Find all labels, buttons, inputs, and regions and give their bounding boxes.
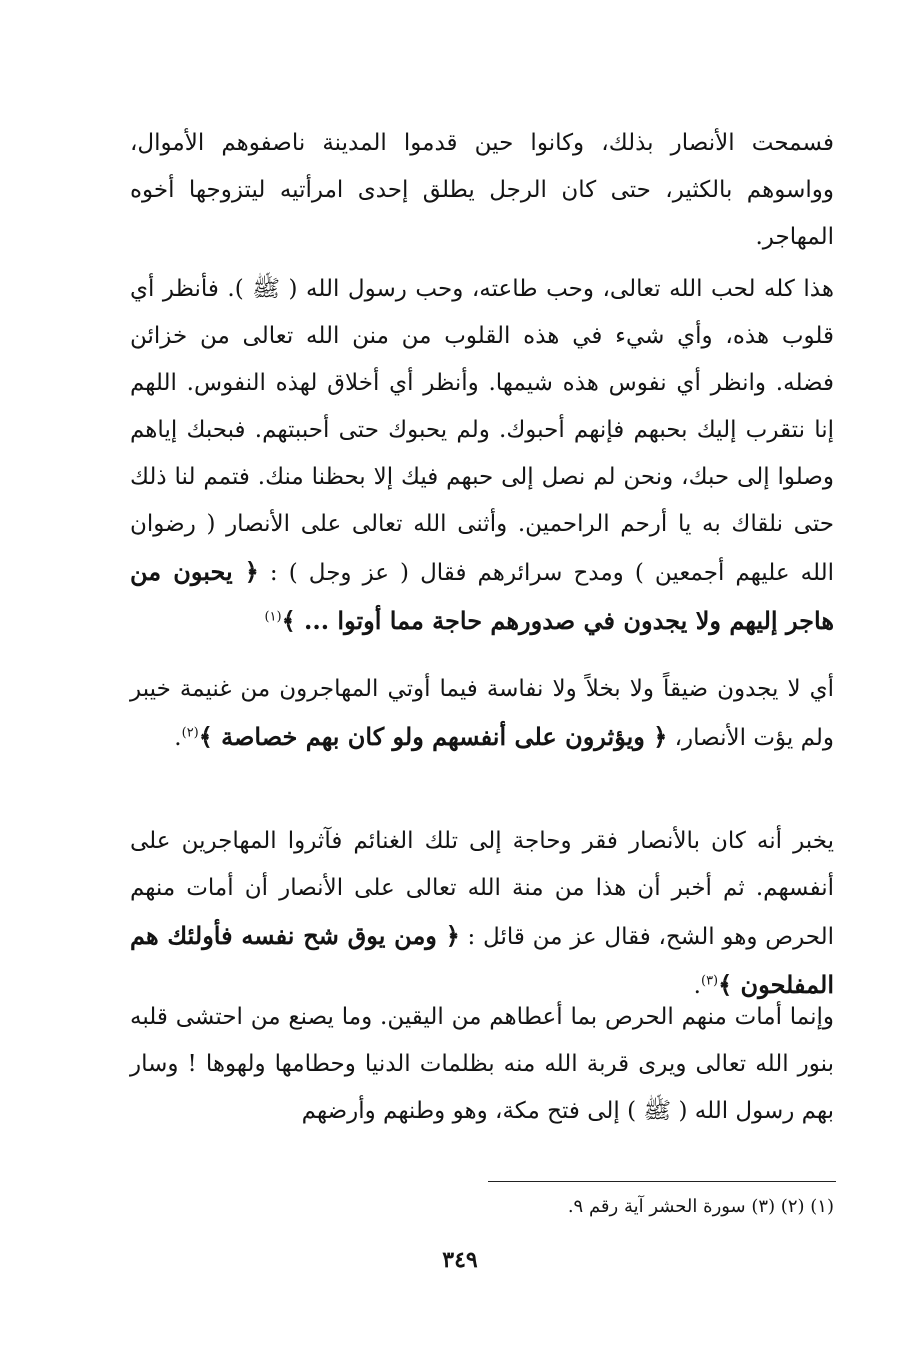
paragraph-3-end: . [174, 725, 182, 751]
footnote-ref-2: (٢) [181, 725, 199, 741]
paragraph-4-end: . [693, 973, 701, 999]
footnote-ref-3: (٣) [700, 973, 719, 989]
paragraph-2 [130, 266, 834, 646]
quran-quote-2: ﴿ ويؤثرون على أنفسهم ولو كان بهم خصاصة ﴾ [198, 722, 668, 751]
quran-quote-1: ﴿ يحبون من هاجر إليهم ولا يجدون في صدورهم حاجة مما أوتوا ... ﴾ [130, 557, 834, 635]
paragraph-4 [130, 818, 834, 1010]
paragraph-5: وإنما أمات منهم الحرص بما أعطاهم من اليقين. وما يصنع من احتشى قلبه بنور الله تعالى ويرى قربة الله منه بظلمات الدنيا وحطامها ولهوها ! وسار بهم رسول الله ( ﷺ ) إلى فتح مكة، وهو وطنهم وأرضهم [130, 1004, 834, 1124]
quran-quote-3: ﴿ ومن يوق شح نفسه فأولئك هم المفلحون ﴾ [130, 921, 834, 999]
footnote-divider [488, 1181, 836, 1182]
paragraph-4-text: يخبر أنه كان بالأنصار فقر وحاجة إلى تلك الغنائم فآثروا المهاجرين على أنفسهم. ثم أخبر أن هذا من منة الله تعالى على الأنصار أن أمات منهم الحرص وهو الشح، فقال عز من قائل : [130, 828, 835, 950]
paragraph-3 [130, 666, 834, 762]
paragraph-3-text: أي لا يجدون ضيقاً ولا بخلاً ولا نفاسة فيما أوتي المهاجرون من غنيمة خيبر ولم يؤت الأنصار، [130, 676, 834, 751]
paragraph-2-text: هذا كله لحب الله تعالى، وحب طاعته، وحب رسول الله ( ﷺ ). فأنظر أي قلوب هذه، وأي شيء في هذه القلوب من منن الله تعالى من خزائن فضله. وانظر أي نفوس هذه شيمها. وأنظر أي أخلاق لهذه النفوس. اللهم إنا نتقرب إليك بحبهم فإنهم أحبوك. ولم يحبوك حتى أحببتهم. فبحبك إياهم وصلوا إلى حبك، ونحن لم نصل إلى حبهم فيك إلا بحظنا منك. فتمم لنا ذلك حتى نلقاك به يا أرحم الراحمين. وأثنى الله تعالى على الأنصار ( رضوان الله عليهم أجمعين ) ومدح سرائرهم فقال ( عز وجل ) : [130, 276, 834, 586]
footnote-ref-1: (١) [264, 609, 282, 625]
footnote: (١) (٢) (٣) سورة الحشر آية رقم ٩. [567, 1196, 834, 1217]
page-number: ٣٤٩ [442, 1247, 478, 1273]
paragraph-1: فسمحت الأنصار بذلك، وكانوا حين قدموا المدينة ناصفوهم الأموال، وواسوهم بالكثير، حتى كان الرجل يطلق إحدى امرأتيه ليتزوجها أخوه المهاجر. [130, 130, 834, 250]
